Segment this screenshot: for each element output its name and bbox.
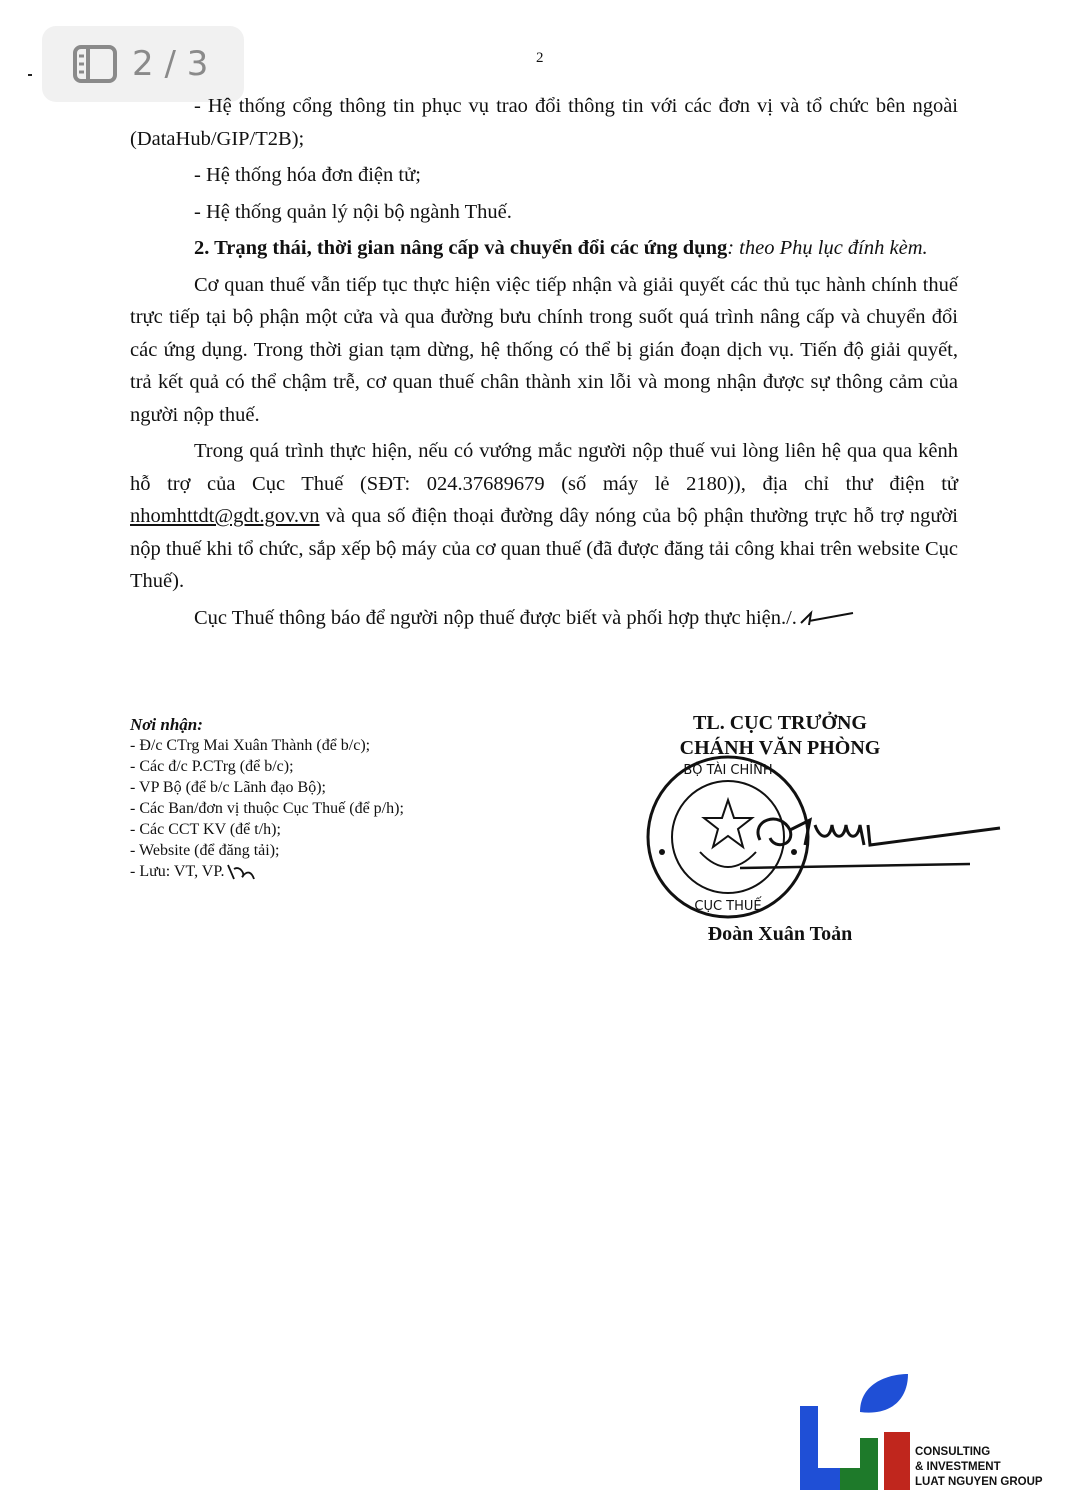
luat-nguyen-logo xyxy=(800,1372,912,1492)
paragraph-closing xyxy=(130,602,958,635)
contact-text-b: và qua số điện thoại đường dây nóng của bộ phận thường trực hỗ trợ người nộp thuế khi tổ chức, sắp xếp bộ máy của cơ quan thuế (đã được đăng tải công khai trên website Cục Thuế). xyxy=(130,505,958,592)
bullet-portal: - Hệ thống cổng thông tin phục vụ trao đổi thông tin với các đơn vị và tổ chức bên ngoài (DataHub/GIP/T2B); xyxy=(130,95,958,150)
paragraph-continuity: Cơ quan thuế vẫn tiếp tục thực hiện việc tiếp nhận và giải quyết các thủ tục hành chính thuế trực tiếp tại bộ phận một cửa và qua đường bưu chính trong suốt quá trình nâng cấp và chuyển đổi các ứng dụng. Trong thời gian tạm dừng, hệ thống có thể bị gián đoạn dịch vụ. Tiến độ giải quyết, trả kết quả có thể chậm trễ, cơ quan thuế chân thành xin lỗi và mong nhận được sự thông cảm của người nộp thuế. xyxy=(130,273,958,426)
signature-title-2: CHÁNH VĂN PHÒNG xyxy=(679,737,881,759)
watermark-line-2: & INVESTMENT xyxy=(915,1461,1001,1473)
seal-top-text: BỘ TÀI CHÍNH xyxy=(683,763,773,778)
section-2 xyxy=(130,232,958,265)
recipient-item: - VP Bộ (để b/c Lãnh đạo Bộ); xyxy=(130,779,326,796)
section-2-heading: 2. Trạng thái, thời gian nâng cấp và chuyển đổi các ứng dụng xyxy=(194,237,728,259)
recipient-item: - Website (để đăng tải); xyxy=(130,842,280,859)
scan-speck xyxy=(28,74,32,76)
recipient-item: - Đ/c CTrg Mai Xuân Thành (để b/c); xyxy=(130,737,371,754)
watermark-line-1: CONSULTING xyxy=(915,1446,991,1458)
page-number: 2 xyxy=(536,50,544,66)
paragraph-contact xyxy=(130,435,958,598)
contact-text-a: Trong quá trình thực hiện, nếu có vướng mắc người nộp thuế vui lòng liên hệ qua qua kênh hỗ trợ của Cục Thuế (SĐT: 024.37689679 (số máy lẻ 2180)), địa chỉ thư điện tử xyxy=(130,440,958,495)
handwritten-signature xyxy=(740,800,1010,880)
recipient-item: - Các Ban/đơn vị thuộc Cục Thuế (để p/h); xyxy=(130,800,404,817)
recipients-heading: Nơi nhận: xyxy=(130,715,203,734)
page-indicator-label: 2 / 3 xyxy=(132,44,209,84)
contact-email-link[interactable]: nhomhttdt@gdt.gov.vn xyxy=(130,505,320,527)
watermark-text xyxy=(915,1445,1043,1490)
bullet-einvoice: - Hệ thống hóa đơn điện tử; xyxy=(194,164,421,186)
recipients-list xyxy=(130,714,550,883)
signature-title-1: TL. CỤC TRƯỞNG xyxy=(693,712,867,734)
archive-initial-mark xyxy=(224,861,264,883)
book-pages-icon xyxy=(72,44,118,84)
bullet-internal: - Hệ thống quản lý nội bộ ngành Thuế. xyxy=(194,200,512,223)
recipient-item: - Lưu: VT, VP. xyxy=(130,861,550,883)
closing-text: Cục Thuế thông báo để người nộp thuế được biết và phối hợp thực hiện./. xyxy=(194,606,797,629)
initial-mark xyxy=(797,609,857,629)
signer-name: Đoàn Xuân Toản xyxy=(707,923,853,945)
watermark-line-3: LUAT NGUYEN GROUP xyxy=(915,1476,1043,1488)
recipient-item: - Các đ/c P.CTrg (để b/c); xyxy=(130,758,294,775)
seal-bottom-text: CỤC THUẾ xyxy=(694,899,762,914)
section-2-tail: : theo Phụ lục đính kèm. xyxy=(727,237,928,259)
recipient-item: - Các CCT KV (để t/h); xyxy=(130,821,281,838)
document-body xyxy=(130,90,958,638)
